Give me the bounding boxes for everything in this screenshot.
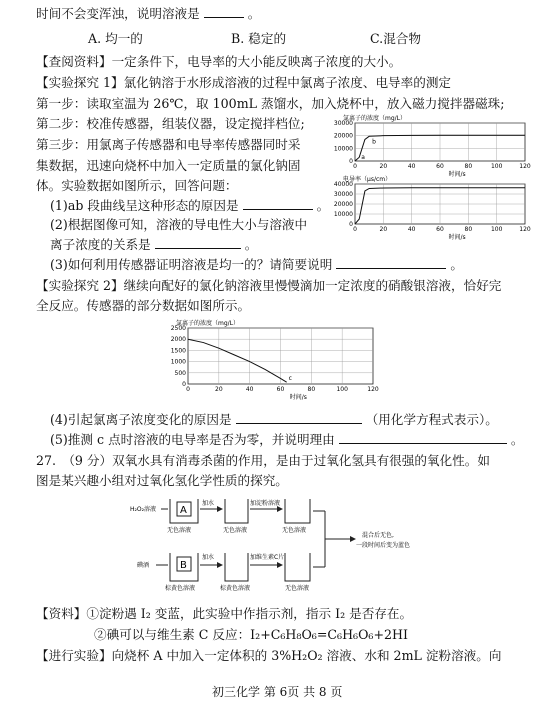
x-axis-label: 时间/s — [448, 234, 466, 241]
svg-text:A: A — [180, 505, 187, 516]
y-tick-label: 10000 — [333, 211, 353, 218]
text-line-21: ②碘可以与维生素 C 反应：I₂+C₆H₈O₆=C₆H₆O₆+2HI — [94, 627, 409, 642]
x-tick-label: 0 — [353, 226, 357, 233]
x-tick-label: 0 — [186, 386, 190, 393]
x-tick-label: 80 — [464, 226, 473, 233]
beaker-b3 — [285, 553, 310, 581]
x-tick-label: 120 — [367, 386, 379, 393]
page-footer: 初三化学 第 6页 共 8 页 — [212, 685, 343, 699]
x-tick-label: 80 — [307, 386, 316, 393]
text-line-16: (4)引起氯离子浓度变化的原因是 （用化学方程式表示）。 — [50, 412, 498, 427]
answer-blank-4[interactable] — [236, 411, 362, 424]
x-tick-label: 40 — [407, 163, 416, 170]
text-line-17: (5)推测 c 点时溶液的电导率是否为零，并说明理由 。 — [50, 432, 524, 447]
experiment-diagram — [130, 495, 430, 605]
text-line-3: 【查阅资料】一定条件下，电导率的大小能反映离子浓度的大小。 — [36, 54, 402, 69]
svg-text:棕黄色溶液: 棕黄色溶液 — [165, 585, 196, 592]
y-tick-label: 40000 — [333, 181, 353, 188]
y-tick-label: 30000 — [333, 120, 353, 127]
y-tick-label: 2000 — [170, 336, 186, 344]
svg-text:无色溶液: 无色溶液 — [167, 527, 192, 534]
beaker-a2 — [225, 499, 248, 523]
text-line-6: 第二步：校准传感器，组装仪器，设定搅拌档位; — [36, 116, 305, 131]
x-tick-label: 20 — [215, 386, 223, 393]
answer-blank-1[interactable] — [243, 197, 313, 210]
x-axis-label: 时间/s — [448, 171, 466, 178]
choice-c: C.混合物 — [370, 31, 421, 46]
text-line-11: (2)根据图像可知，溶液的导电性大小与溶液中 — [50, 217, 308, 232]
x-tick-label: 60 — [436, 163, 444, 170]
label-h2o2: H₂O₂溶液 — [130, 506, 157, 513]
series-line — [188, 339, 287, 382]
x-tick-label: 20 — [379, 226, 388, 233]
y-tick-label: 1500 — [170, 347, 186, 355]
text-line-20: 【资料】①淀粉遇 I₂ 变蓝，此实验中作指示剂，指示 I₂ 是否存在。 — [36, 606, 413, 621]
x-tick-label: 0 — [353, 163, 357, 170]
beaker-a3 — [285, 499, 310, 523]
x-axis-label: 时间/s — [289, 394, 307, 401]
answer-blank[interactable] — [204, 5, 244, 18]
chart-title: 电导率（μs/cm） — [343, 176, 392, 183]
beaker-b2 — [225, 553, 248, 581]
x-tick-label: 40 — [407, 226, 416, 233]
x-tick-label: 100 — [336, 386, 348, 393]
svg-text:棕黄色溶液: 棕黄色溶液 — [220, 585, 251, 592]
svg-text:混合后无色,: 混合后无色, — [362, 532, 394, 539]
text-line-8: 集数据，迅速向烧杯中加入一定质量的氯化钠固 — [36, 158, 301, 173]
y-tick-label: 2500 — [170, 325, 186, 332]
text-line-5: 第一步：读取室温为 26℃，取 100mL 蒸馏水，加入烧杯中，放入磁力搅拌器磁珠; — [36, 96, 505, 111]
chloride-concentration-chart-2 — [160, 315, 385, 407]
x-tick-label: 100 — [490, 163, 503, 170]
y-tick-label: 0 — [182, 381, 186, 388]
conductivity-chart — [320, 170, 535, 244]
svg-text:无色溶液: 无色溶液 — [285, 585, 310, 592]
answer-blank-5[interactable] — [339, 431, 507, 444]
text-line-10: (1)ab 段曲线呈这种形态的原因是 。 — [50, 198, 330, 213]
y-tick-label: 30000 — [333, 191, 353, 198]
text-line-18: 27. （9 分）双氧水具有消毒杀菌的作用，是由于过氧化氢具有很强的氧化性。如 — [36, 453, 490, 468]
y-tick-label: 20000 — [333, 201, 353, 208]
question-text: 时间不会变浑浊，说明溶液是 — [36, 6, 200, 21]
text-line-12: 离子浓度的关系是 。 — [50, 237, 258, 252]
label-iodine: 碘酒 — [137, 562, 150, 569]
choice-b: B. 稳定的 — [231, 31, 287, 46]
svg-text:加维生素C片: 加维生素C片 — [250, 554, 285, 561]
x-tick-label: 120 — [519, 226, 531, 233]
svg-text:一段时间后变为蓝色: 一段时间后变为蓝色 — [356, 542, 411, 549]
point-label-c: c — [288, 375, 292, 383]
svg-text:无色溶液: 无色溶液 — [223, 527, 248, 534]
point-label-b: b — [372, 138, 376, 146]
y-tick-label: 0 — [349, 158, 353, 165]
svg-text:加水: 加水 — [202, 500, 215, 507]
x-tick-label: 60 — [276, 386, 285, 393]
x-tick-label: 60 — [436, 226, 444, 233]
text-line-9: 体。实验数据如图所示，回答问题： — [36, 178, 238, 193]
answer-blank-3[interactable] — [336, 256, 446, 269]
x-tick-label: 100 — [490, 226, 503, 233]
chart-title: 氯离子的浓度（mg/L） — [176, 320, 240, 327]
text-line-1: 时间不会变浑浊，说明溶液是 。 — [36, 6, 261, 21]
text-line-14: 【实验探究 2】继续向配好的氯化钠溶液里慢慢滴加一定浓度的硝酸银溶液，恰好完 — [36, 278, 502, 293]
y-tick-label: 0 — [349, 221, 353, 228]
x-tick-label: 40 — [245, 386, 254, 393]
x-tick-label: 80 — [464, 163, 473, 170]
x-tick-label: 120 — [519, 163, 531, 170]
y-tick-label: 20000 — [333, 132, 353, 140]
svg-text:无色溶液: 无色溶液 — [282, 527, 307, 534]
choice-a: A. 均一的 — [88, 31, 143, 46]
y-tick-label: 10000 — [333, 145, 353, 153]
answer-blank-2[interactable] — [155, 236, 241, 249]
svg-text:B: B — [180, 560, 187, 571]
chart-title: 氯离子的浓度（mg/L） — [343, 115, 407, 122]
point-label-a: a — [361, 154, 365, 162]
text-line-13: (3)如何利用传感器证明溶液是均一的？请简要说明 。 — [50, 257, 463, 272]
svg-text:加水: 加水 — [202, 554, 215, 561]
y-tick-label: 500 — [174, 369, 186, 377]
text-line-7: 第三步：用氯离子传感器和电导率传感器同时采 — [36, 137, 301, 152]
text-line-19: 图是某兴趣小组对过氧化氢化学性质的探究。 — [36, 473, 288, 488]
text-line-22: 【进行实验】向烧杯 A 中加入一定体积的 3%H₂O₂ 溶液、水和 2mL 淀粉溶液。向 — [36, 648, 502, 663]
text-line-4: 【实验探究 1】氯化钠溶于水形成溶液的过程中氯离子浓度、电导率的测定 — [36, 75, 452, 90]
svg-text:加淀粉溶液: 加淀粉溶液 — [250, 500, 281, 507]
text-line-15: 全反应。传感器的部分数据如图所示。 — [36, 298, 251, 313]
y-tick-label: 1000 — [170, 358, 186, 366]
x-tick-label: 20 — [379, 163, 388, 170]
choice-row — [88, 29, 421, 48]
